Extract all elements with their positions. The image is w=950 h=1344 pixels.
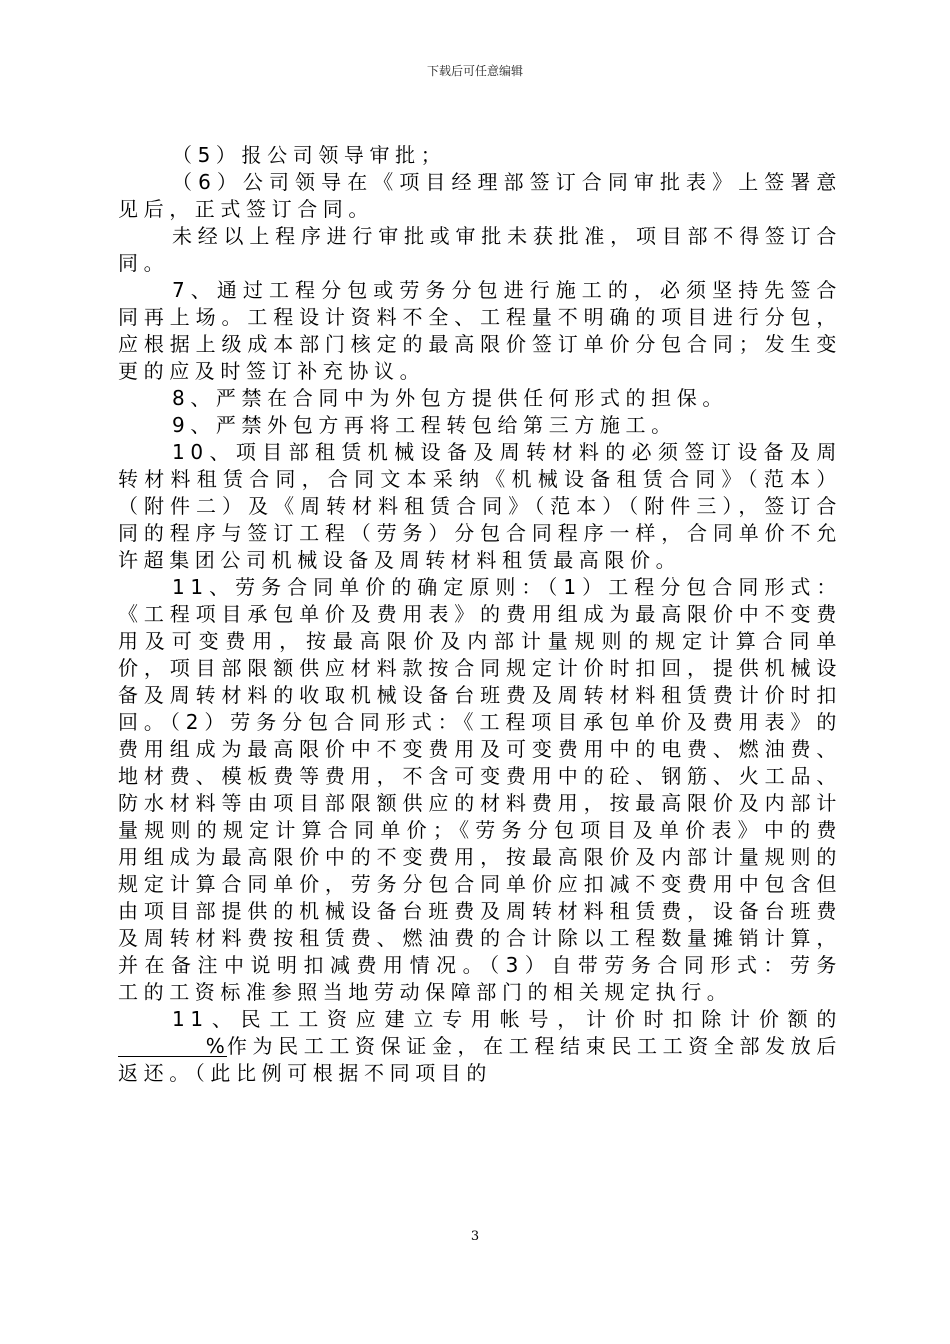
- percentage-sign: %: [205, 1034, 225, 1058]
- paragraph-step-6: （6）公司领导在《项目经理部签订合同审批表》上签署意见后，正式签订合同。: [118, 170, 842, 221]
- document-body: [118, 142, 842, 1087]
- wage-text-after: 作为民工工资保证金，在工程结束民工工资全部发放后返还。（此比例可根据不同项目的: [118, 1034, 842, 1085]
- paragraph-item-10: 10、项目部租赁机械设备及周转材料的必须签订设备及周转材料租赁合同，合同文本采纳《机械设备租赁合同》（范本）（附件二）及《周转材料租赁合同》（范本）（附件三），签订合同的程序与签订工程（劳务）分包合同程序一样，合同单价不允许超集团公司机械设备及周转材料租赁最高限价。: [118, 440, 842, 572]
- page-header: 下载后可任意编辑: [426, 64, 523, 78]
- paragraph-item-8: 8、严禁在合同中为外包方提供任何形式的担保。: [172, 386, 728, 410]
- paragraph-item-7: 7、通过工程分包或劳务分包进行施工的，必须坚持先签合同再上场。工程设计资料不全、工程量不明确的项目进行分包，应根据上级成本部门核定的最高限价签订单价分包合同；发生变更的应及时签订补充协议。: [118, 278, 842, 383]
- paragraph-item-9: 9、严禁外包方再将工程转包给第三方施工。: [172, 413, 677, 437]
- paragraph-item-11-unit-price: 11、劳务合同单价的确定原则：（1）工程分包合同形式：《工程项目承包单价及费用表》的费用组成为最高限价中不变费用及可变费用，按最高限价及内部计量规则的规定计算合同单价，项目部限额供应材料款按合同规定计价时扣回，提供机械设备及周转材料的收取机械设备台班费及周转材料租赁费计价时扣回。（2）劳务分包合同形式：《工程项目承包单价及费用表》的费用组成为最高限价中不变费用及可变费用中的电费、燃油费、地材费、模板费等费用，不含可变费用中的砼、钢筋、火工品、防水材料等由项目部限额供应的材料费用，按最高限价及内部计量规则的规定计算合同单价；《劳务分包项目及单价表》中的费用组成为最高限价中的不变费用，按最高限价及内部计量规则的规定计算合同单价，劳务分包合同单价应扣减不变费用中包含但由项目部提供的机械设备台班费及周转材料租赁费，设备台班费及周转材料费按租赁费、燃油费的合计除以工程数量摊销计算，并在备注中说明扣减费用情况。（3）自带劳务合同形式：劳务工的工资标准参照当地劳动保障部门的相关规定执行。: [118, 575, 842, 1004]
- paragraph-approval-note: 未经以上程序进行审批或审批未获批准，项目部不得签订合同。: [118, 224, 842, 275]
- page-number: 3: [470, 1229, 480, 1244]
- percentage-blank: [118, 1036, 227, 1057]
- paragraph-item-11-wage-account: [118, 1006, 842, 1087]
- wage-text-before: 11、民工工资应建立专用帐号，计价时扣除计价额的: [172, 1007, 842, 1031]
- paragraph-step-5: （5）报公司领导审批；: [172, 143, 447, 167]
